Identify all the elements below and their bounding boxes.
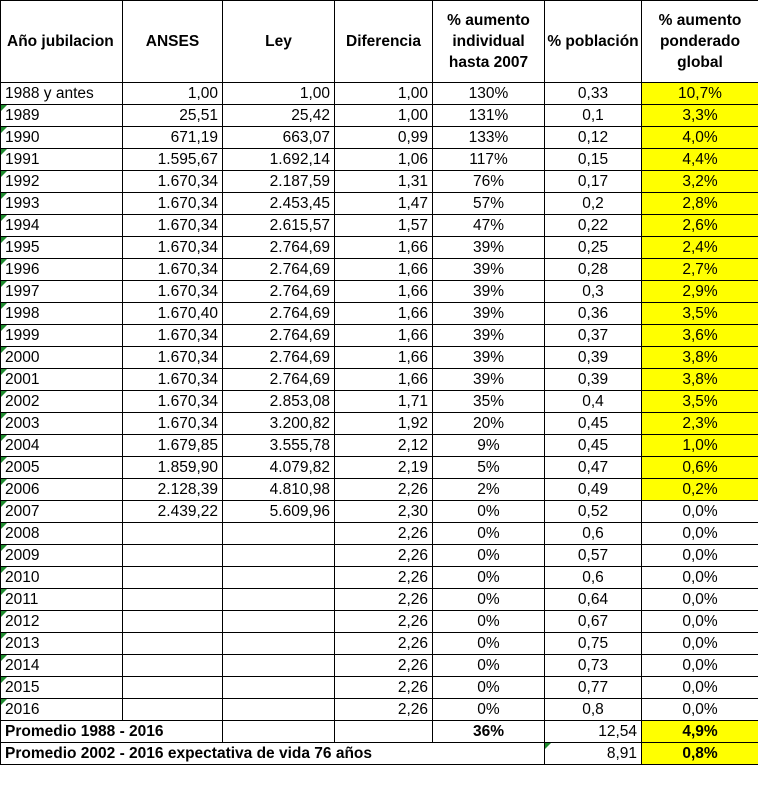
- cell-poblacion: 0,45: [545, 413, 642, 435]
- cell-anses: 1.670,34: [123, 413, 223, 435]
- cell-diferencia: 2,26: [335, 655, 433, 677]
- cell-anses: 1.670,34: [123, 171, 223, 193]
- table-row: [1, 699, 758, 721]
- cell-year: 1998: [1, 303, 123, 325]
- cell-anses: 1.670,34: [123, 325, 223, 347]
- cell-aumento-ponderado: 0,0%: [642, 611, 758, 633]
- cell-anses: 1.670,34: [123, 347, 223, 369]
- cell-poblacion: 0,28: [545, 259, 642, 281]
- cell-aumento-ponderado: 4,0%: [642, 127, 758, 149]
- cell-poblacion: 0,3: [545, 281, 642, 303]
- table-row: [1, 435, 758, 457]
- header-row: [1, 1, 758, 83]
- cell-diferencia: 1,66: [335, 281, 433, 303]
- cell-diferencia: 1,71: [335, 391, 433, 413]
- cell-poblacion: 0,77: [545, 677, 642, 699]
- cell-year: 2004: [1, 435, 123, 457]
- table-row: [1, 325, 758, 347]
- cell-ley: [223, 567, 335, 589]
- cell-year: 1999: [1, 325, 123, 347]
- cell-diferencia: 1,06: [335, 149, 433, 171]
- cell-anses: [123, 655, 223, 677]
- table-row: [1, 523, 758, 545]
- cell-anses: 1.670,34: [123, 369, 223, 391]
- summary-avg2-ponderado: 0,8%: [642, 743, 758, 765]
- cell-year: 2005: [1, 457, 123, 479]
- table-row: [1, 457, 758, 479]
- cell-aumento-individual: 39%: [433, 237, 545, 259]
- cell-aumento-ponderado: 0,0%: [642, 633, 758, 655]
- cell-year: 2001: [1, 369, 123, 391]
- cell-anses: 1.859,90: [123, 457, 223, 479]
- cell-ley: [223, 611, 335, 633]
- cell-diferencia: 1,00: [335, 105, 433, 127]
- cell-aumento-ponderado: 0,0%: [642, 655, 758, 677]
- cell-diferencia: 2,26: [335, 611, 433, 633]
- cell-diferencia: 0,99: [335, 127, 433, 149]
- summary-row-2002-2016: [1, 743, 758, 765]
- cell-year: 2002: [1, 391, 123, 413]
- cell-anses: [123, 677, 223, 699]
- cell-anses: [123, 589, 223, 611]
- cell-diferencia: 2,26: [335, 479, 433, 501]
- cell-anses: 2.128,39: [123, 479, 223, 501]
- cell-diferencia: 2,26: [335, 699, 433, 721]
- cell-diferencia: 1,47: [335, 193, 433, 215]
- cell-year: 2012: [1, 611, 123, 633]
- cell-year: 1992: [1, 171, 123, 193]
- cell-aumento-individual: 0%: [433, 567, 545, 589]
- cell-aumento-individual: 0%: [433, 633, 545, 655]
- cell-aumento-individual: 131%: [433, 105, 545, 127]
- cell-diferencia: 1,66: [335, 259, 433, 281]
- summary-empty-cell: [335, 721, 433, 743]
- table-row: [1, 193, 758, 215]
- cell-poblacion: 0,73: [545, 655, 642, 677]
- cell-aumento-ponderado: 2,6%: [642, 215, 758, 237]
- cell-ley: 2.453,45: [223, 193, 335, 215]
- cell-anses: 671,19: [123, 127, 223, 149]
- table-row: [1, 479, 758, 501]
- cell-aumento-ponderado: 2,3%: [642, 413, 758, 435]
- summary-avg-poblacion: 12,54: [545, 721, 642, 743]
- cell-anses: 1.670,34: [123, 215, 223, 237]
- cell-ley: 2.764,69: [223, 369, 335, 391]
- cell-ley: 1,00: [223, 83, 335, 105]
- cell-aumento-individual: 130%: [433, 83, 545, 105]
- cell-ley: 1.692,14: [223, 149, 335, 171]
- header-aumento-individual: % aumento individual hasta 2007: [433, 1, 545, 83]
- cell-aumento-ponderado: 10,7%: [642, 83, 758, 105]
- cell-poblacion: 0,49: [545, 479, 642, 501]
- cell-aumento-individual: 39%: [433, 325, 545, 347]
- cell-ley: 2.615,57: [223, 215, 335, 237]
- table-row: [1, 105, 758, 127]
- summary-avg-label: Promedio 1988 - 2016: [1, 721, 223, 743]
- cell-ley: 2.764,69: [223, 237, 335, 259]
- cell-ley: 663,07: [223, 127, 335, 149]
- cell-aumento-ponderado: 2,9%: [642, 281, 758, 303]
- table-row: [1, 127, 758, 149]
- cell-aumento-ponderado: 0,0%: [642, 677, 758, 699]
- cell-aumento-individual: 117%: [433, 149, 545, 171]
- cell-aumento-ponderado: 0,0%: [642, 545, 758, 567]
- cell-year: 1990: [1, 127, 123, 149]
- cell-aumento-individual: 2%: [433, 479, 545, 501]
- header-year: Año jubilacion: [1, 1, 123, 83]
- cell-aumento-ponderado: 0,6%: [642, 457, 758, 479]
- cell-anses: 1.679,85: [123, 435, 223, 457]
- summary-empty-cell: [223, 721, 335, 743]
- cell-aumento-ponderado: 3,5%: [642, 303, 758, 325]
- cell-poblacion: 0,1: [545, 105, 642, 127]
- cell-anses: [123, 611, 223, 633]
- table-row: [1, 347, 758, 369]
- header-diferencia: Diferencia: [335, 1, 433, 83]
- cell-year: 2016: [1, 699, 123, 721]
- cell-aumento-ponderado: 0,0%: [642, 699, 758, 721]
- cell-ley: 2.764,69: [223, 281, 335, 303]
- cell-anses: 25,51: [123, 105, 223, 127]
- table-row: [1, 237, 758, 259]
- cell-year: 2008: [1, 523, 123, 545]
- cell-diferencia: 2,26: [335, 677, 433, 699]
- cell-aumento-individual: 57%: [433, 193, 545, 215]
- table-row: [1, 677, 758, 699]
- cell-ley: 2.764,69: [223, 259, 335, 281]
- table-row: [1, 611, 758, 633]
- header-ley: Ley: [223, 1, 335, 83]
- cell-diferencia: 2,19: [335, 457, 433, 479]
- cell-aumento-individual: 35%: [433, 391, 545, 413]
- cell-poblacion: 0,17: [545, 171, 642, 193]
- table-row: [1, 501, 758, 523]
- cell-aumento-individual: 0%: [433, 611, 545, 633]
- cell-poblacion: 0,52: [545, 501, 642, 523]
- cell-diferencia: 1,31: [335, 171, 433, 193]
- cell-aumento-individual: 20%: [433, 413, 545, 435]
- cell-year: 2007: [1, 501, 123, 523]
- cell-anses: 1.670,34: [123, 259, 223, 281]
- summary-avg-ponderado: 4,9%: [642, 721, 758, 743]
- cell-aumento-individual: 0%: [433, 677, 545, 699]
- header-poblacion: % población: [545, 1, 642, 83]
- cell-aumento-individual: 133%: [433, 127, 545, 149]
- cell-diferencia: 1,57: [335, 215, 433, 237]
- cell-anses: [123, 633, 223, 655]
- cell-ley: 3.555,78: [223, 435, 335, 457]
- cell-poblacion: 0,25: [545, 237, 642, 259]
- cell-year: 1989: [1, 105, 123, 127]
- cell-aumento-ponderado: 3,8%: [642, 347, 758, 369]
- cell-aumento-individual: 9%: [433, 435, 545, 457]
- cell-diferencia: 1,66: [335, 369, 433, 391]
- cell-ley: 2.187,59: [223, 171, 335, 193]
- cell-year: 1995: [1, 237, 123, 259]
- cell-year: 1994: [1, 215, 123, 237]
- summary-avg2-poblacion: 8,91: [545, 743, 642, 765]
- cell-year: 2003: [1, 413, 123, 435]
- cell-anses: [123, 699, 223, 721]
- summary-row-1988-2016: [1, 721, 758, 743]
- header-aumento-ponderado: % aumento ponderado global: [642, 1, 758, 83]
- cell-anses: 1.595,67: [123, 149, 223, 171]
- table-row: [1, 545, 758, 567]
- cell-diferencia: 1,66: [335, 303, 433, 325]
- cell-aumento-ponderado: 0,0%: [642, 501, 758, 523]
- cell-aumento-ponderado: 3,5%: [642, 391, 758, 413]
- cell-ley: [223, 589, 335, 611]
- cell-diferencia: 2,26: [335, 545, 433, 567]
- table-row: [1, 633, 758, 655]
- cell-poblacion: 0,6: [545, 567, 642, 589]
- header-anses: ANSES: [123, 1, 223, 83]
- cell-poblacion: 0,12: [545, 127, 642, 149]
- cell-aumento-individual: 0%: [433, 699, 545, 721]
- cell-poblacion: 0,36: [545, 303, 642, 325]
- cell-anses: [123, 523, 223, 545]
- table-row: [1, 413, 758, 435]
- cell-poblacion: 0,22: [545, 215, 642, 237]
- cell-poblacion: 0,39: [545, 369, 642, 391]
- cell-aumento-ponderado: 0,0%: [642, 523, 758, 545]
- table-row: [1, 391, 758, 413]
- summary-avg2-label: Promedio 2002 - 2016 expectativa de vida 76 años: [1, 743, 545, 765]
- table-row: [1, 281, 758, 303]
- summary-avg-aumento: 36%: [433, 721, 545, 743]
- cell-year: 2009: [1, 545, 123, 567]
- cell-poblacion: 0,2: [545, 193, 642, 215]
- cell-poblacion: 0,6: [545, 523, 642, 545]
- cell-diferencia: 2,26: [335, 633, 433, 655]
- cell-diferencia: 1,92: [335, 413, 433, 435]
- cell-anses: 1.670,34: [123, 237, 223, 259]
- cell-anses: 1,00: [123, 83, 223, 105]
- cell-aumento-ponderado: 3,8%: [642, 369, 758, 391]
- cell-aumento-ponderado: 2,4%: [642, 237, 758, 259]
- cell-ley: [223, 545, 335, 567]
- cell-year: 2014: [1, 655, 123, 677]
- cell-poblacion: 0,39: [545, 347, 642, 369]
- cell-ley: 25,42: [223, 105, 335, 127]
- cell-aumento-ponderado: 0,0%: [642, 589, 758, 611]
- cell-diferencia: 2,26: [335, 589, 433, 611]
- cell-ley: 5.609,96: [223, 501, 335, 523]
- table-row: [1, 655, 758, 677]
- cell-ley: [223, 699, 335, 721]
- cell-poblacion: 0,64: [545, 589, 642, 611]
- cell-aumento-ponderado: 1,0%: [642, 435, 758, 457]
- cell-year: 2013: [1, 633, 123, 655]
- cell-poblacion: 0,15: [545, 149, 642, 171]
- cell-anses: 1.670,40: [123, 303, 223, 325]
- cell-aumento-ponderado: 3,3%: [642, 105, 758, 127]
- cell-diferencia: 2,12: [335, 435, 433, 457]
- cell-anses: 1.670,34: [123, 391, 223, 413]
- cell-diferencia: 1,00: [335, 83, 433, 105]
- cell-aumento-individual: 0%: [433, 501, 545, 523]
- cell-aumento-ponderado: 2,7%: [642, 259, 758, 281]
- cell-poblacion: 0,4: [545, 391, 642, 413]
- cell-poblacion: 0,37: [545, 325, 642, 347]
- cell-aumento-ponderado: 3,6%: [642, 325, 758, 347]
- cell-year: 2006: [1, 479, 123, 501]
- cell-aumento-individual: 39%: [433, 259, 545, 281]
- cell-diferencia: 1,66: [335, 237, 433, 259]
- cell-ley: [223, 655, 335, 677]
- cell-aumento-ponderado: 2,8%: [642, 193, 758, 215]
- table-body: [1, 83, 758, 721]
- cell-diferencia: 1,66: [335, 325, 433, 347]
- cell-anses: 2.439,22: [123, 501, 223, 523]
- cell-ley: 4.810,98: [223, 479, 335, 501]
- cell-ley: 2.764,69: [223, 325, 335, 347]
- cell-poblacion: 0,45: [545, 435, 642, 457]
- cell-year: 1988 y antes: [1, 83, 123, 105]
- table-row: [1, 83, 758, 105]
- cell-aumento-ponderado: 3,2%: [642, 171, 758, 193]
- cell-aumento-ponderado: 0,2%: [642, 479, 758, 501]
- cell-diferencia: 1,66: [335, 347, 433, 369]
- cell-aumento-individual: 76%: [433, 171, 545, 193]
- table-row: [1, 215, 758, 237]
- cell-year: 1996: [1, 259, 123, 281]
- cell-aumento-individual: 39%: [433, 281, 545, 303]
- table-row: [1, 303, 758, 325]
- cell-aumento-individual: 39%: [433, 347, 545, 369]
- cell-diferencia: 2,30: [335, 501, 433, 523]
- cell-poblacion: 0,67: [545, 611, 642, 633]
- cell-aumento-individual: 47%: [433, 215, 545, 237]
- cell-aumento-individual: 39%: [433, 303, 545, 325]
- cell-poblacion: 0,57: [545, 545, 642, 567]
- cell-ley: 3.200,82: [223, 413, 335, 435]
- cell-year: 2000: [1, 347, 123, 369]
- cell-aumento-individual: 0%: [433, 523, 545, 545]
- cell-year: 2011: [1, 589, 123, 611]
- cell-year: 2015: [1, 677, 123, 699]
- cell-ley: [223, 523, 335, 545]
- cell-aumento-individual: 39%: [433, 369, 545, 391]
- cell-ley: [223, 633, 335, 655]
- cell-ley: 2.853,08: [223, 391, 335, 413]
- cell-ley: 2.764,69: [223, 347, 335, 369]
- table-row: [1, 369, 758, 391]
- cell-anses: [123, 545, 223, 567]
- table-row: [1, 259, 758, 281]
- cell-aumento-ponderado: 4,4%: [642, 149, 758, 171]
- table-row: [1, 589, 758, 611]
- cell-ley: 4.079,82: [223, 457, 335, 479]
- cell-year: 1997: [1, 281, 123, 303]
- cell-year: 1993: [1, 193, 123, 215]
- cell-aumento-individual: 5%: [433, 457, 545, 479]
- cell-anses: 1.670,34: [123, 193, 223, 215]
- cell-ley: [223, 677, 335, 699]
- cell-aumento-individual: 0%: [433, 545, 545, 567]
- cell-aumento-individual: 0%: [433, 655, 545, 677]
- cell-year: 2010: [1, 567, 123, 589]
- cell-diferencia: 2,26: [335, 523, 433, 545]
- cell-poblacion: 0,33: [545, 83, 642, 105]
- cell-ley: 2.764,69: [223, 303, 335, 325]
- cell-year: 1991: [1, 149, 123, 171]
- cell-aumento-individual: 0%: [433, 589, 545, 611]
- cell-poblacion: 0,8: [545, 699, 642, 721]
- table-row: [1, 171, 758, 193]
- cell-poblacion: 0,75: [545, 633, 642, 655]
- table-row: [1, 567, 758, 589]
- cell-anses: 1.670,34: [123, 281, 223, 303]
- cell-diferencia: 2,26: [335, 567, 433, 589]
- cell-aumento-ponderado: 0,0%: [642, 567, 758, 589]
- cell-anses: [123, 567, 223, 589]
- table-row: [1, 149, 758, 171]
- cell-poblacion: 0,47: [545, 457, 642, 479]
